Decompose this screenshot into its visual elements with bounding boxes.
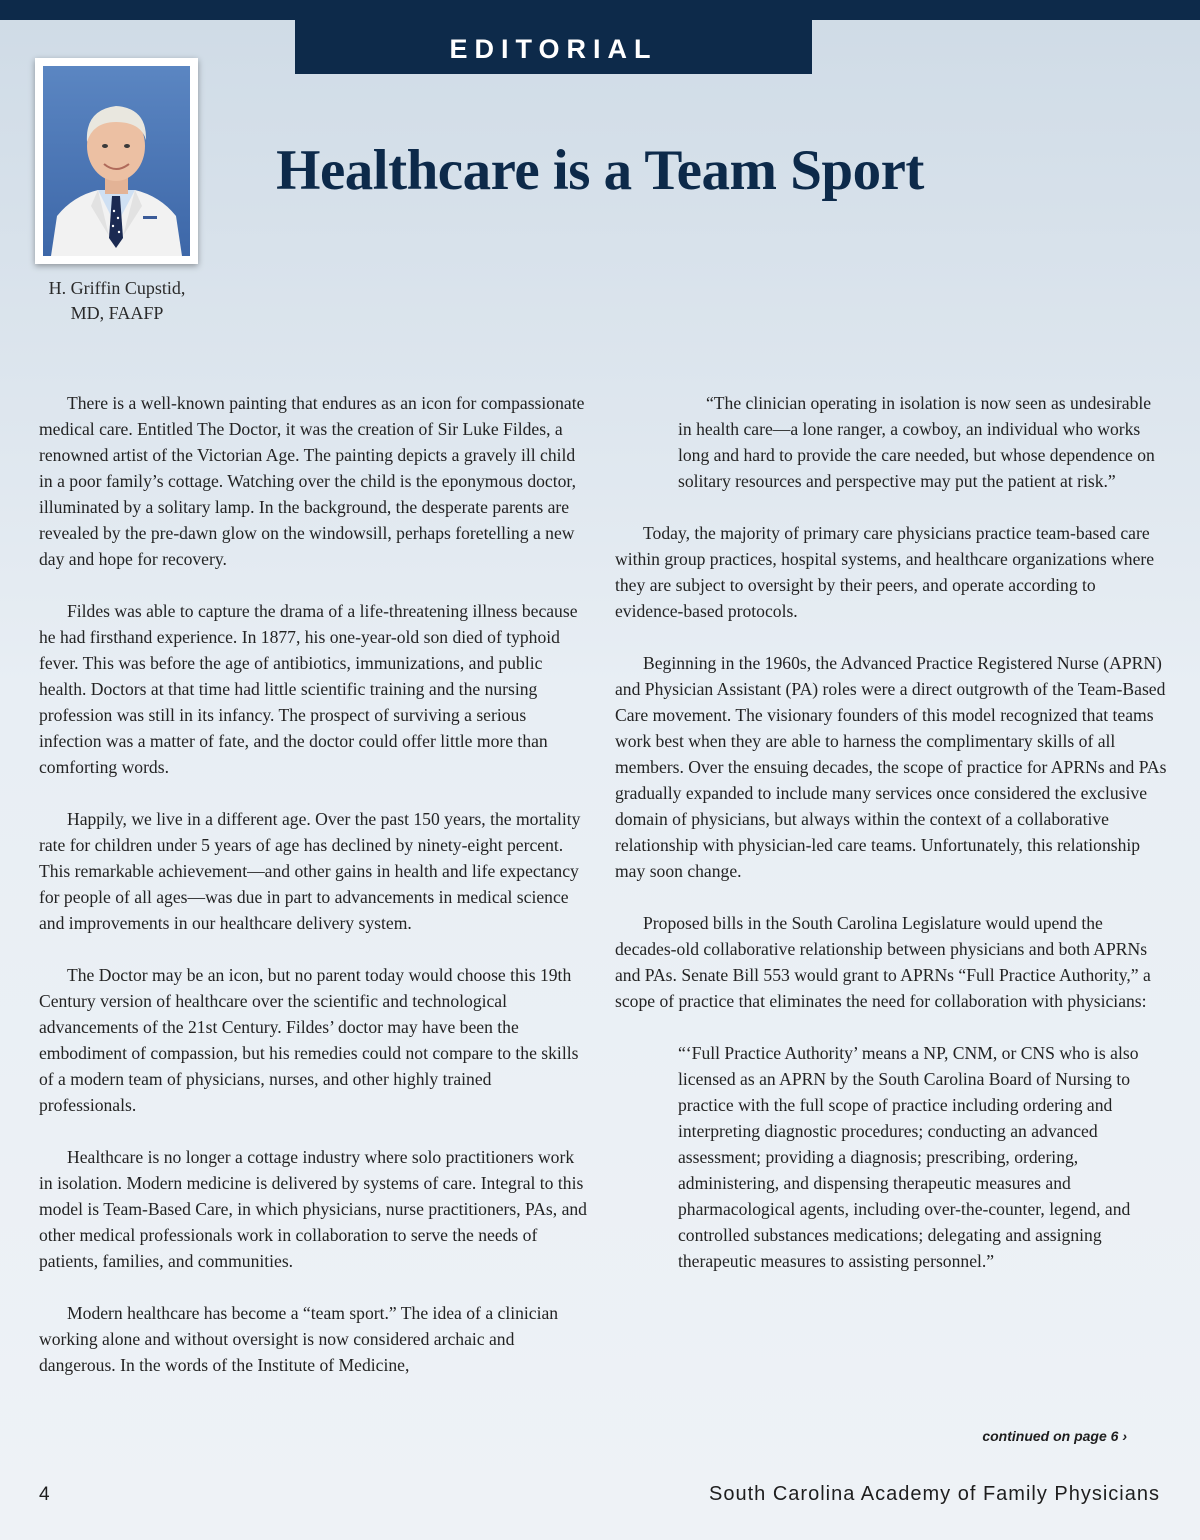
body-paragraph: Modern healthcare has become a “team sport.” The idea of a clinician working alone and without oversight is now considered archaic and dangerous. In the words of the Institute of Medicine,: [39, 1303, 559, 1375]
right-column: [615, 390, 1167, 1300]
section-label: EDITORIAL: [295, 0, 812, 74]
continued-link[interactable]: continued on page 6 ›: [982, 1428, 1127, 1444]
block-quote: “‘Full Practice Authority’ means a NP, CNM, or CNS who is also licensed as an APRN by the South Carolina Board of Nursing to practice with the full scope of practice including ordering and interpreting diagnostic procedures; conducting an advanced assessment; providing a diagnosis; prescribing, ordering, administering, and dispensing therapeutic measures and pharmacological agents, including over-the-counter, legend, and controlled substances medications; delegating and assigning therapeutic measures to assisting personnel.”: [678, 1043, 1139, 1271]
page-number: 4: [39, 1484, 50, 1505]
body-paragraph: Beginning in the 1960s, the Advanced Practice Registered Nurse (APRN) and Physician Assistant (PA) roles were a direct outgrowth of the Team-Based Care movement. The visionary founders of this model recognized that teams work best when they are able to harness the complimentary skills of all members. Over the ensuing decades, the scope of practice for APRNs and PAs gradually expanded to include many services once considered the exclusive domain of physicians, but always within the context of a collaborative relationship with physician-led care teams. Unfortunately, this relationship may soon change.: [615, 653, 1167, 881]
author-portrait-image: [43, 66, 190, 256]
left-column: [39, 390, 589, 1404]
author-photo: [35, 58, 198, 264]
article-title: Healthcare is a Team Sport: [276, 139, 924, 202]
body-paragraph: Happily, we live in a different age. Over the past 150 years, the mortality rate for children under 5 years of age has declined by ninety-eight percent. This remarkable achievement—and other gains in health and life expectancy for people of all ages—was due in part to advancements in medical science and improvements in our healthcare delivery system.: [39, 809, 581, 933]
body-paragraph: There is a well-known painting that endures as an icon for compassionate medical care. Entitled The Doctor, it was the creation of Sir Luke Fildes, a renowned artist of the Victorian Age. The painting depicts a gravely ill child in a poor family’s cottage. Watching over the child is the eponymous doctor, illuminated by a solitary lamp. In the background, the desperate parents are revealed by the pre-dawn glow on the windowsill, perhaps foretelling a new day and hope for recovery.: [39, 393, 585, 569]
author-credentials: MD, FAAFP: [70, 303, 164, 323]
body-paragraph: Fildes was able to capture the drama of a life-threatening illness because he had firsthand experience. In 1877, his one-year-old son died of typhoid fever. This was before the age of antibiotics, immunizations, and public health. Doctors at that time had little scientific training and the nursing profession was still in its infancy. The prospect of surviving a serious infection was a matter of fate, and the doctor could offer little more than comforting words.: [39, 601, 578, 777]
author-byline: [30, 276, 204, 326]
block-quote: “The clinician operating in isolation is now seen as undesirable in health care—a lone ranger, a cowboy, an individual who works long and hard to provide the care needed, but whose dependence on solitary resources and perspective may put the patient at risk.”: [678, 393, 1155, 491]
body-paragraph: Today, the majority of primary care physicians practice team-based care within group practices, hospital systems, and healthcare organizations where they are subject to oversight by their peers, and operate according to evidence-based protocols.: [615, 523, 1155, 621]
body-paragraph: The Doctor may be an icon, but no parent today would choose this 19th Century version of healthcare over the scientific and technological advancements of the 21st Century. Fildes’ doctor may have been the embodiment of compassion, but his remedies could not compare to the skills of a modern team of physicians, nurses, and other highly trained professionals.: [39, 965, 579, 1115]
author-name: H. Griffin Cupstid,: [48, 278, 186, 298]
footer-organization: South Carolina Academy of Family Physicians: [709, 1483, 1160, 1505]
body-paragraph: Proposed bills in the South Carolina Legislature would upend the decades-old collaborative relationship between physicians and both APRNs and PAs. Senate Bill 553 would grant to APRNs “Full Practice Authority,” a scope of practice that eliminates the need for collaboration with physicians:: [615, 913, 1151, 1011]
body-paragraph: Healthcare is no longer a cottage industry where solo practitioners work in isolation. Modern medicine is delivered by systems of care. Integral to this model is Team-Based Care, in which physicians, nurse practitioners, PAs, and other medical professionals work in collaboration to serve the needs of patients, families, and communities.: [39, 1147, 587, 1271]
